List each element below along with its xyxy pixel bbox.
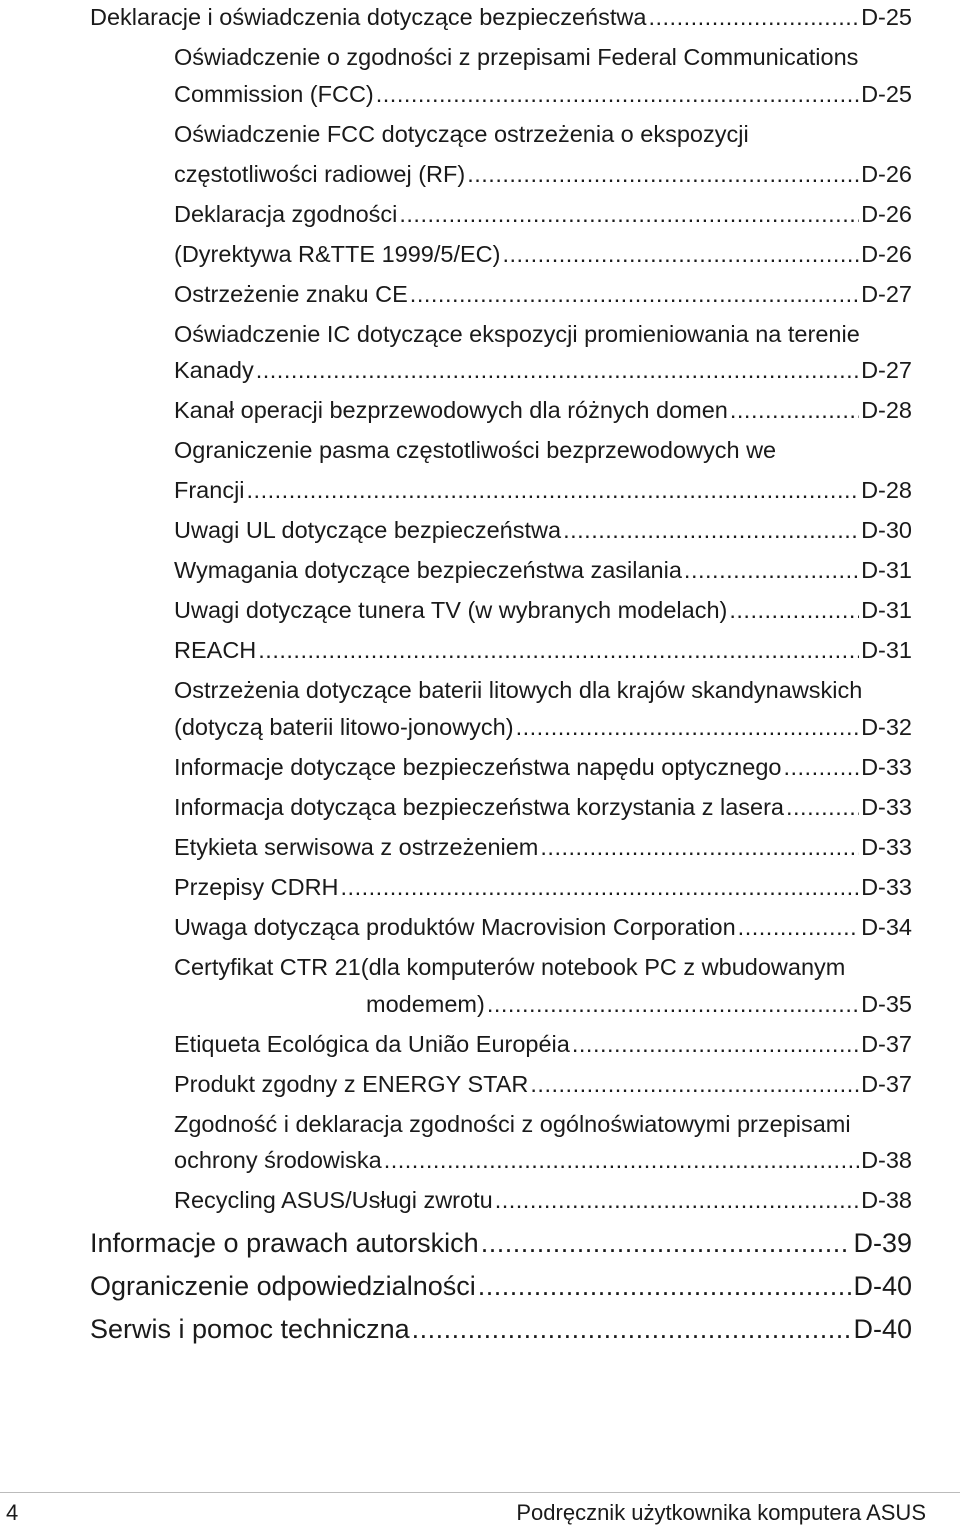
toc-entry-page: D-37 bbox=[861, 1071, 912, 1097]
toc-entry-page: D-39 bbox=[853, 1228, 912, 1258]
dot-leader bbox=[563, 517, 859, 544]
toc-entry-title: Ostrzeżenie znaku CE bbox=[174, 281, 408, 307]
dot-leader bbox=[412, 1314, 852, 1345]
dot-leader bbox=[738, 914, 859, 941]
toc-entry-page: D-33 bbox=[861, 874, 912, 900]
toc-entry-title-cont: (dotyczą baterii litowo-jonowych) bbox=[174, 714, 514, 740]
toc-entry[interactable] bbox=[174, 754, 912, 781]
toc-entry-page: D-31 bbox=[861, 637, 912, 663]
toc-entry[interactable] bbox=[174, 201, 912, 228]
toc-entry-page: D-26 bbox=[861, 161, 912, 187]
toc-entry-title: Kanał operacji bezprzewodowych dla różnych domen bbox=[174, 397, 728, 423]
footer-divider bbox=[0, 1492, 960, 1493]
toc-entry-page: D-26 bbox=[861, 241, 912, 267]
dot-leader bbox=[256, 357, 859, 384]
toc-entry[interactable] bbox=[174, 1071, 912, 1098]
toc-entry-title-cont: Kanady bbox=[174, 357, 254, 383]
toc-entry-page: D-33 bbox=[861, 834, 912, 860]
toc-entry-title: Informacje dotyczące bezpieczeństwa napędu optycznego bbox=[174, 754, 782, 780]
dot-leader bbox=[730, 397, 859, 424]
toc-entry-title: (Dyrektywa R&TTE 1999/5/EC) bbox=[174, 241, 501, 267]
toc-entry-title: Ograniczenie odpowiedzialności bbox=[90, 1271, 476, 1301]
toc-entry[interactable] bbox=[174, 914, 912, 941]
dot-leader bbox=[478, 1271, 852, 1302]
toc-entry[interactable] bbox=[174, 281, 912, 308]
toc-entry-page: D-25 bbox=[861, 81, 912, 107]
toc-entry-title: REACH bbox=[174, 637, 257, 663]
dot-leader bbox=[783, 754, 859, 781]
toc-entry-page: D-34 bbox=[861, 914, 912, 940]
toc-entry-title-cont: modemem) bbox=[366, 991, 485, 1017]
toc-entry[interactable] bbox=[174, 794, 912, 821]
toc-entry-title[interactable]: Oświadczenie FCC dotyczące ostrzeżenia o ekspozycji bbox=[174, 121, 749, 147]
toc-entry[interactable] bbox=[174, 597, 912, 624]
toc-entry-title[interactable]: Ostrzeżenia dotyczące baterii litowych dla krajów skandynawskich bbox=[174, 677, 863, 703]
dot-leader bbox=[572, 1031, 859, 1058]
toc-entry-title[interactable]: Ograniczenie pasma częstotliwości bezprzewodowych we bbox=[174, 437, 777, 463]
toc-entry-title[interactable]: Oświadczenie IC dotyczące ekspozycji promieniowania na terenie bbox=[174, 321, 860, 347]
toc-entry[interactable] bbox=[174, 637, 912, 664]
toc-entry-page: D-28 bbox=[861, 397, 912, 423]
dot-leader bbox=[530, 1071, 859, 1098]
toc-entry[interactable] bbox=[90, 1314, 912, 1345]
toc-entry-title: Deklaracja zgodności bbox=[174, 201, 398, 227]
toc-entry[interactable] bbox=[174, 834, 912, 861]
toc-entry-title: Recycling ASUS/Usługi zwrotu bbox=[174, 1187, 493, 1213]
toc-entry-page: D-38 bbox=[861, 1187, 912, 1213]
toc-entry-page: D-31 bbox=[861, 597, 912, 623]
dot-leader bbox=[467, 161, 859, 188]
dot-leader bbox=[648, 4, 859, 31]
toc-entry-page: D-25 bbox=[861, 4, 912, 30]
toc-entry-title: Informacja dotycząca bezpieczeństwa korzystania z lasera bbox=[174, 794, 784, 820]
toc-entry-page: D-31 bbox=[861, 557, 912, 583]
dot-leader bbox=[410, 281, 859, 308]
toc-entry-page: D-38 bbox=[861, 1147, 912, 1173]
dot-leader bbox=[516, 714, 859, 741]
toc-entry-title: Uwagi dotyczące tunera TV (w wybranych modelach) bbox=[174, 597, 728, 623]
toc-entry-title: Uwaga dotycząca produktów Macrovision Corporation bbox=[174, 914, 736, 940]
toc-entry[interactable] bbox=[174, 714, 912, 741]
toc-entry-page: D-33 bbox=[861, 794, 912, 820]
toc-entry-page: D-30 bbox=[861, 517, 912, 543]
toc-entry[interactable] bbox=[174, 557, 912, 584]
toc-entry[interactable] bbox=[90, 1271, 912, 1302]
toc-entry-page: D-26 bbox=[861, 201, 912, 227]
toc-entry[interactable] bbox=[174, 1147, 912, 1174]
toc-entry-title: Produkt zgodny z ENERGY STAR bbox=[174, 1071, 529, 1097]
dot-leader bbox=[384, 1147, 859, 1174]
dot-leader bbox=[684, 557, 859, 584]
toc-entry[interactable] bbox=[174, 517, 912, 544]
dot-leader bbox=[399, 201, 859, 228]
toc-entry-title[interactable]: Zgodność i deklaracja zgodności z ogólnoświatowymi przepisami bbox=[174, 1111, 851, 1137]
toc-entry[interactable] bbox=[174, 874, 912, 901]
toc-entry[interactable] bbox=[90, 1228, 912, 1259]
toc-entry-page: D-32 bbox=[861, 714, 912, 740]
toc-entry-title: Informacje o prawach autorskich bbox=[90, 1228, 479, 1258]
dot-leader bbox=[341, 874, 860, 901]
toc-entry[interactable] bbox=[174, 1031, 912, 1058]
toc-entry-title: Wymagania dotyczące bezpieczeństwa zasilania bbox=[174, 557, 682, 583]
toc-entry-page: D-28 bbox=[861, 477, 912, 503]
toc-entry-page: D-27 bbox=[861, 281, 912, 307]
toc-entry-title: Etiqueta Ecológica da União Européia bbox=[174, 1031, 570, 1057]
dot-leader bbox=[258, 637, 859, 664]
toc-entry-page: D-27 bbox=[861, 357, 912, 383]
toc-entry[interactable] bbox=[174, 397, 912, 424]
toc-entry[interactable] bbox=[174, 477, 912, 504]
toc-entry-page: D-40 bbox=[853, 1314, 912, 1344]
toc-entry-title-cont: ochrony środowiska bbox=[174, 1147, 382, 1173]
toc-entry[interactable] bbox=[90, 4, 912, 31]
toc-entry-title-cont: Francji bbox=[174, 477, 245, 503]
dot-leader bbox=[247, 477, 860, 504]
toc-entry-page: D-37 bbox=[861, 1031, 912, 1057]
dot-leader bbox=[487, 991, 859, 1018]
toc-entry-title: Deklaracje i oświadczenia dotyczące bezpieczeństwa bbox=[90, 4, 647, 30]
toc-entry-title-cont: częstotliwości radiowej (RF) bbox=[174, 161, 466, 187]
toc-entry[interactable] bbox=[174, 357, 912, 384]
dot-leader bbox=[540, 834, 859, 861]
dot-leader bbox=[502, 241, 859, 268]
dot-leader bbox=[481, 1228, 852, 1259]
dot-leader bbox=[376, 81, 859, 108]
toc-entry-page: D-35 bbox=[861, 991, 912, 1017]
toc-entry-title: Uwagi UL dotyczące bezpieczeństwa bbox=[174, 517, 562, 543]
toc-entry-title-cont: Commission (FCC) bbox=[174, 81, 374, 107]
toc-entry-page: D-40 bbox=[853, 1271, 912, 1301]
dot-leader bbox=[786, 794, 859, 821]
toc-entry-title: Etykieta serwisowa z ostrzeżeniem bbox=[174, 834, 539, 860]
toc-entry-title[interactable]: Certyfikat CTR 21(dla komputerów notebook PC z wbudowanym bbox=[174, 954, 846, 980]
toc-entry[interactable] bbox=[174, 161, 912, 188]
footer-page-number: 4 bbox=[6, 1500, 19, 1525]
toc-entry-page: D-33 bbox=[861, 754, 912, 780]
toc-entry-title: Przepisy CDRH bbox=[174, 874, 339, 900]
toc-entry[interactable] bbox=[174, 241, 912, 268]
toc-entry-title[interactable]: Oświadczenie o zgodności z przepisami Federal Communications bbox=[174, 44, 859, 70]
footer-manual-title: Podręcznik użytkownika komputera ASUS bbox=[516, 1500, 926, 1525]
dot-leader bbox=[729, 597, 859, 624]
toc-entry[interactable] bbox=[174, 81, 912, 108]
toc-entry[interactable] bbox=[366, 991, 912, 1018]
toc-entry-title: Serwis i pomoc techniczna bbox=[90, 1314, 410, 1344]
toc-entry[interactable] bbox=[174, 1187, 912, 1214]
dot-leader bbox=[495, 1187, 859, 1214]
